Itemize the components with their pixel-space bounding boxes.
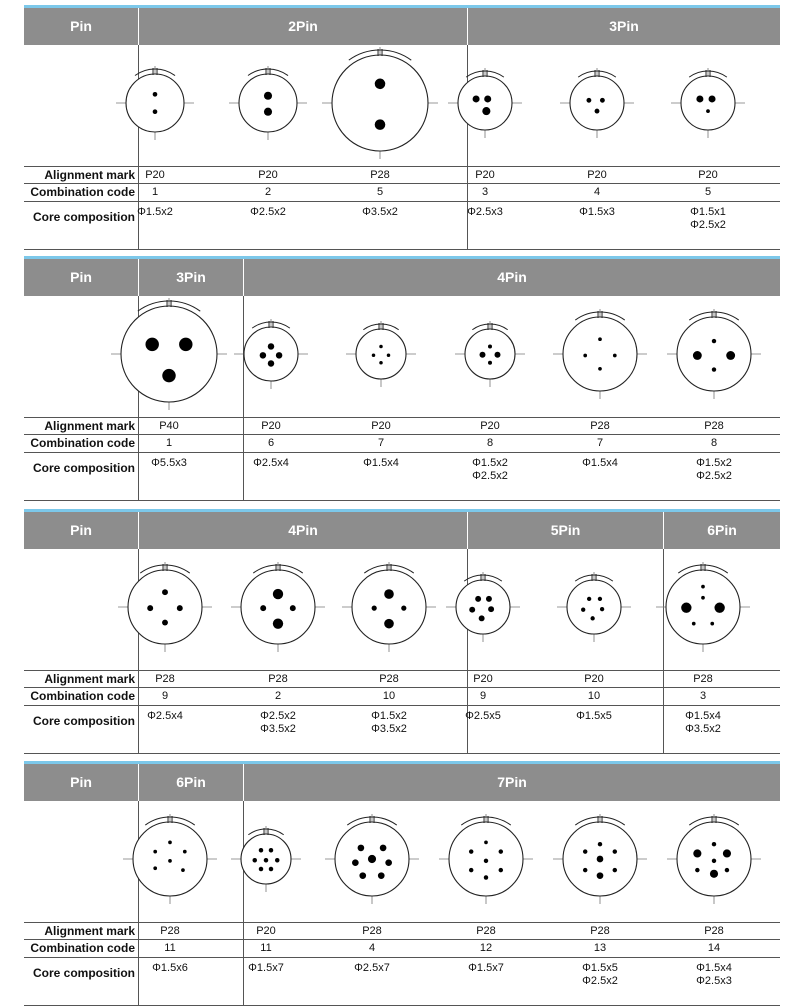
pin-contact-dot	[597, 856, 604, 863]
alignment-mark-value: P20	[261, 420, 281, 432]
pin-contact-dot	[269, 848, 274, 853]
pin-group-header: 7Pin	[243, 764, 780, 801]
alignment-mark-value: P28	[704, 925, 724, 937]
pin-contact-dot	[358, 845, 365, 852]
connector-body-circle	[126, 74, 184, 132]
core-composition-value: Φ1.5x5 Φ2.5x2	[582, 962, 618, 987]
core-composition-value: Φ1.5x4	[582, 457, 618, 469]
row-separator	[24, 417, 780, 418]
combination-code-value: 10	[382, 690, 396, 702]
pin-contact-dot	[275, 858, 280, 863]
pin-contact-dot	[613, 354, 617, 358]
combination-code-value: 10	[587, 690, 601, 702]
combination-code-value: 1	[165, 437, 173, 449]
alignment-mark-value: P28	[379, 673, 399, 685]
pin-contact-dot	[712, 859, 716, 863]
pin-contact-dot	[710, 622, 714, 626]
connector-pin-diagram	[442, 562, 524, 648]
pin-contact-dot	[583, 354, 587, 358]
pin-contact-dot	[590, 616, 594, 620]
connector-pin-diagram	[549, 299, 651, 405]
alignment-mark-value: P28	[693, 673, 713, 685]
pin-contact-dot	[600, 98, 605, 103]
pin-contact-dot	[179, 338, 192, 351]
combination-code-label: Combination code	[30, 436, 135, 450]
pin-contact-dot	[469, 868, 473, 872]
pin-contact-dot	[153, 866, 157, 870]
connector-pin-diagram	[119, 804, 221, 910]
pin-contact-dot	[710, 870, 718, 878]
pin-header-cell: Pin	[70, 269, 92, 285]
connector-pin-diagram	[556, 58, 638, 144]
pin-contact-dot	[379, 361, 383, 365]
combination-code-value: 9	[479, 690, 487, 702]
pin-contact-dot	[484, 875, 488, 879]
combination-code-value: 2	[274, 690, 282, 702]
combination-code-value: 4	[368, 942, 376, 954]
core-composition-value: Φ2.5x3	[467, 206, 503, 218]
combination-code-value: 11	[260, 942, 272, 954]
pin-contact-dot	[482, 107, 490, 115]
core-composition-value: Φ1.5x3	[579, 206, 615, 218]
connector-pin-diagram	[435, 804, 537, 910]
connector-pin-diagram	[107, 288, 231, 416]
combination-code-value: 14	[707, 942, 721, 954]
core-composition-label: Core composition	[32, 210, 135, 224]
alignment-mark-label: Alignment mark	[44, 419, 135, 433]
core-composition-value: Φ3.5x2	[362, 206, 398, 218]
pin-contact-dot	[181, 868, 185, 872]
alignment-mark-value: P28	[155, 673, 175, 685]
combination-code-value: 8	[486, 437, 494, 449]
pin-contact-dot	[352, 859, 359, 866]
pin-contact-dot	[153, 109, 158, 114]
connector-body-circle	[666, 570, 740, 644]
pin-contact-dot	[723, 849, 731, 857]
pin-contact-dot	[162, 589, 168, 595]
row-separator	[24, 201, 780, 202]
core-composition-value: Φ1.5x2	[137, 206, 173, 218]
pin-contact-dot	[269, 867, 274, 872]
pin-contact-dot	[693, 351, 702, 360]
connector-body-circle	[465, 329, 515, 379]
row-separator	[24, 166, 780, 167]
pin-contact-dot	[259, 848, 264, 853]
pin-contact-dot	[696, 95, 703, 102]
core-composition-value: Φ1.5x7	[248, 962, 284, 974]
core-composition-value: Φ1.5x2 Φ3.5x2	[371, 710, 407, 735]
pin-contact-dot	[153, 92, 158, 97]
connector-pin-diagram	[663, 804, 765, 910]
alignment-mark-value: P28	[370, 169, 390, 181]
pin-contact-dot	[613, 849, 617, 853]
pin-contact-dot	[693, 849, 701, 857]
connector-body-circle	[458, 76, 512, 130]
row-separator	[24, 434, 780, 435]
core-composition-value: Φ1.5x5	[576, 710, 612, 722]
pin-contact-dot	[486, 596, 492, 602]
pin-contact-dot	[273, 589, 283, 599]
alignment-mark-value: P28	[590, 420, 610, 432]
pin-header-cell: Pin	[70, 522, 92, 538]
pin-contact-dot	[259, 867, 264, 872]
pin-table	[24, 761, 780, 1006]
pin-contact-dot	[475, 596, 481, 602]
pin-contact-dot	[260, 605, 266, 611]
connector-body-circle	[121, 306, 217, 402]
pin-contact-dot	[264, 92, 272, 100]
row-separator	[24, 939, 780, 940]
pin-contact-dot	[384, 619, 394, 629]
core-composition-label: Core composition	[32, 966, 135, 980]
combination-code-label: Combination code	[30, 689, 135, 703]
combination-code-value: 2	[264, 186, 272, 198]
core-composition-value: Φ1.5x1 Φ2.5x2	[690, 206, 726, 231]
pin-group-header: 3Pin	[467, 8, 780, 45]
core-composition-value: Φ1.5x2 Φ2.5x2	[696, 457, 732, 482]
connector-pin-diagram	[227, 816, 305, 898]
pin-contact-dot	[706, 109, 710, 113]
connector-body-circle	[332, 55, 428, 151]
core-composition-value: Φ1.5x6	[152, 962, 188, 974]
connector-pin-diagram	[451, 311, 529, 393]
connector-pin-diagram	[114, 552, 216, 658]
combination-code-value: 9	[161, 690, 169, 702]
core-composition-value: Φ2.5x2 Φ3.5x2	[260, 710, 296, 735]
pin-contact-dot	[375, 119, 386, 130]
connector-body-circle	[356, 329, 406, 379]
core-composition-value: Φ2.5x4	[253, 457, 289, 469]
table-header	[24, 764, 780, 801]
pin-contact-dot	[375, 79, 386, 90]
pin-contact-dot	[587, 597, 591, 601]
pin-group-header: 5Pin	[467, 512, 663, 549]
alignment-mark-value: P28	[268, 673, 288, 685]
combination-code-value: 6	[267, 437, 275, 449]
pin-contact-dot	[613, 868, 617, 872]
pin-header-cell: Pin	[70, 774, 92, 790]
pin-contact-dot	[380, 845, 387, 852]
pin-contact-dot	[273, 618, 283, 628]
pin-contact-dot	[387, 354, 391, 358]
pin-contact-dot	[595, 109, 600, 114]
connector-pin-diagram	[444, 58, 526, 144]
connector-pin-diagram	[230, 309, 312, 395]
combination-code-value: 1	[151, 186, 159, 198]
pin-contact-dot	[581, 608, 585, 612]
combination-code-value: 7	[377, 437, 385, 449]
pin-group-header: 6Pin	[138, 764, 243, 801]
pin-group-header: 6Pin	[663, 512, 780, 549]
pin-contact-dot	[268, 343, 274, 349]
alignment-mark-label: Alignment mark	[44, 168, 135, 182]
row-separator	[24, 452, 780, 453]
pin-contact-dot	[168, 841, 172, 845]
connector-pin-diagram	[227, 552, 329, 658]
core-composition-value: Φ1.5x7	[468, 962, 504, 974]
alignment-mark-value: P20	[473, 673, 493, 685]
connector-body-circle	[677, 317, 751, 391]
table-header	[24, 512, 780, 549]
connector-body-circle	[563, 317, 637, 391]
pin-contact-dot	[488, 345, 492, 349]
pin-contact-dot	[253, 858, 258, 863]
pin-contact-dot	[480, 352, 486, 358]
alignment-mark-value: P20	[256, 925, 276, 937]
pin-contact-dot	[264, 858, 269, 863]
pin-contact-dot	[145, 338, 158, 351]
connector-pin-diagram	[338, 552, 440, 658]
pin-contact-dot	[681, 603, 691, 613]
pin-contact-dot	[469, 849, 473, 853]
pin-contact-dot	[401, 606, 406, 611]
core-composition-value: Φ2.5x4	[147, 710, 183, 722]
row-separator	[24, 670, 780, 671]
pin-contact-dot	[495, 352, 501, 358]
connector-body-circle	[239, 74, 297, 132]
pin-contact-dot	[479, 615, 485, 621]
connector-pin-diagram	[667, 58, 749, 144]
pin-contact-dot	[484, 841, 488, 845]
connector-body-circle	[570, 76, 624, 130]
combination-code-value: 5	[704, 186, 712, 198]
pin-contact-dot	[714, 603, 724, 613]
alignment-mark-value: P20	[371, 420, 391, 432]
pin-group-header: 3Pin	[138, 259, 243, 296]
pin-contact-dot	[726, 351, 735, 360]
pin-contact-dot	[147, 605, 153, 611]
pin-contact-dot	[384, 589, 394, 599]
pin-contact-dot	[177, 605, 183, 611]
pin-contact-dot	[276, 352, 282, 358]
pin-contact-dot	[359, 872, 366, 879]
pin-group-header: 2Pin	[138, 8, 467, 45]
alignment-mark-value: P20	[475, 169, 495, 181]
pin-contact-dot	[709, 95, 716, 102]
connector-body-circle	[352, 570, 426, 644]
alignment-mark-value: P20	[258, 169, 278, 181]
pin-contact-dot	[499, 849, 503, 853]
pin-contact-dot	[597, 872, 604, 879]
pin-contact-dot	[583, 849, 587, 853]
pin-contact-dot	[712, 339, 716, 343]
pin-table	[24, 509, 780, 754]
pin-contact-dot	[598, 597, 602, 601]
alignment-mark-value: P20	[698, 169, 718, 181]
core-composition-value: Φ5.5x3	[151, 457, 187, 469]
core-composition-value: Φ2.5x5	[465, 710, 501, 722]
pin-contact-dot	[695, 868, 699, 872]
pin-contact-dot	[473, 95, 480, 102]
core-composition-value: Φ2.5x2	[250, 206, 286, 218]
pin-table	[24, 256, 780, 501]
combination-code-value: 7	[596, 437, 604, 449]
pin-contact-dot	[368, 855, 376, 863]
pin-contact-dot	[183, 850, 187, 854]
connector-pin-diagram	[321, 804, 423, 910]
connector-body-circle	[244, 327, 298, 381]
combination-code-value: 3	[699, 690, 707, 702]
pin-header-cell: Pin	[70, 18, 92, 34]
pin-contact-dot	[701, 596, 705, 600]
combination-code-value: 12	[479, 942, 493, 954]
pin-contact-dot	[712, 842, 716, 846]
connector-body-circle	[241, 570, 315, 644]
pin-contact-dot	[600, 607, 604, 611]
pin-contact-dot	[598, 842, 602, 846]
pin-contact-dot	[692, 622, 696, 626]
core-composition-label: Core composition	[32, 714, 135, 728]
pin-contact-dot	[260, 352, 266, 358]
core-composition-value: Φ1.5x4 Φ3.5x2	[685, 710, 721, 735]
alignment-mark-value: P20	[584, 673, 604, 685]
pin-contact-dot	[379, 345, 383, 349]
pin-contact-dot	[162, 620, 168, 626]
pin-contact-dot	[586, 98, 591, 103]
pin-contact-dot	[469, 607, 475, 613]
pin-contact-dot	[268, 360, 274, 366]
pin-contact-dot	[725, 868, 729, 872]
connector-body-circle	[567, 580, 621, 634]
pin-contact-dot	[372, 354, 376, 358]
pin-table	[24, 5, 780, 250]
combination-code-value: 3	[481, 186, 489, 198]
connector-pin-diagram	[652, 552, 754, 658]
pin-contact-dot	[598, 337, 602, 341]
row-separator	[24, 183, 780, 184]
alignment-mark-label: Alignment mark	[44, 924, 135, 938]
combination-code-value: 8	[710, 437, 718, 449]
core-composition-value: Φ1.5x2 Φ2.5x2	[472, 457, 508, 482]
pin-contact-dot	[162, 369, 175, 382]
alignment-mark-value: P20	[587, 169, 607, 181]
pin-contact-dot	[712, 367, 716, 371]
pin-contact-dot	[385, 859, 392, 866]
pin-contact-dot	[583, 868, 587, 872]
row-separator	[24, 922, 780, 923]
alignment-mark-label: Alignment mark	[44, 672, 135, 686]
combination-code-label: Combination code	[30, 941, 135, 955]
combination-code-value: 5	[376, 186, 384, 198]
combination-code-value: 4	[593, 186, 601, 198]
row-separator	[24, 957, 780, 958]
pin-contact-dot	[378, 872, 385, 879]
core-composition-value: Φ1.5x4 Φ2.5x3	[696, 962, 732, 987]
pin-contact-dot	[372, 606, 377, 611]
connector-pin-diagram	[112, 56, 198, 146]
connector-pin-diagram	[663, 299, 765, 405]
pin-contact-dot	[153, 850, 157, 854]
alignment-mark-value: P28	[160, 925, 180, 937]
row-separator	[24, 687, 780, 688]
connector-pin-diagram	[342, 311, 420, 393]
pin-contact-dot	[290, 605, 296, 611]
alignment-mark-value: P20	[480, 420, 500, 432]
alignment-mark-value: P28	[476, 925, 496, 937]
alignment-mark-value: P28	[590, 925, 610, 937]
pin-group-header: 4Pin	[138, 512, 467, 549]
pin-group-header: 4Pin	[243, 259, 780, 296]
pin-contact-dot	[499, 868, 503, 872]
combination-code-value: 13	[593, 942, 607, 954]
alignment-mark-value: P28	[362, 925, 382, 937]
pin-contact-dot	[264, 108, 272, 116]
alignment-mark-value: P20	[145, 169, 165, 181]
core-composition-label: Core composition	[32, 461, 135, 475]
row-separator	[24, 705, 780, 706]
pin-contact-dot	[488, 606, 494, 612]
pin-contact-dot	[598, 367, 602, 371]
pin-contact-dot	[701, 585, 705, 589]
connector-pin-diagram	[225, 56, 311, 146]
connector-body-circle	[681, 76, 735, 130]
connector-pin-diagram	[318, 37, 442, 165]
combination-code-value: 11	[164, 942, 176, 954]
alignment-mark-value: P40	[159, 420, 179, 432]
combination-code-label: Combination code	[30, 185, 135, 199]
connector-pin-diagram	[553, 562, 635, 648]
connector-body-circle	[456, 580, 510, 634]
alignment-mark-value: P28	[704, 420, 724, 432]
connector-pin-diagram	[549, 804, 651, 910]
pin-contact-dot	[484, 95, 491, 102]
pin-contact-dot	[488, 361, 492, 365]
core-composition-value: Φ2.5x7	[354, 962, 390, 974]
core-composition-value: Φ1.5x4	[363, 457, 399, 469]
connector-body-circle	[128, 570, 202, 644]
pin-contact-dot	[484, 859, 488, 863]
pin-contact-dot	[168, 859, 172, 863]
